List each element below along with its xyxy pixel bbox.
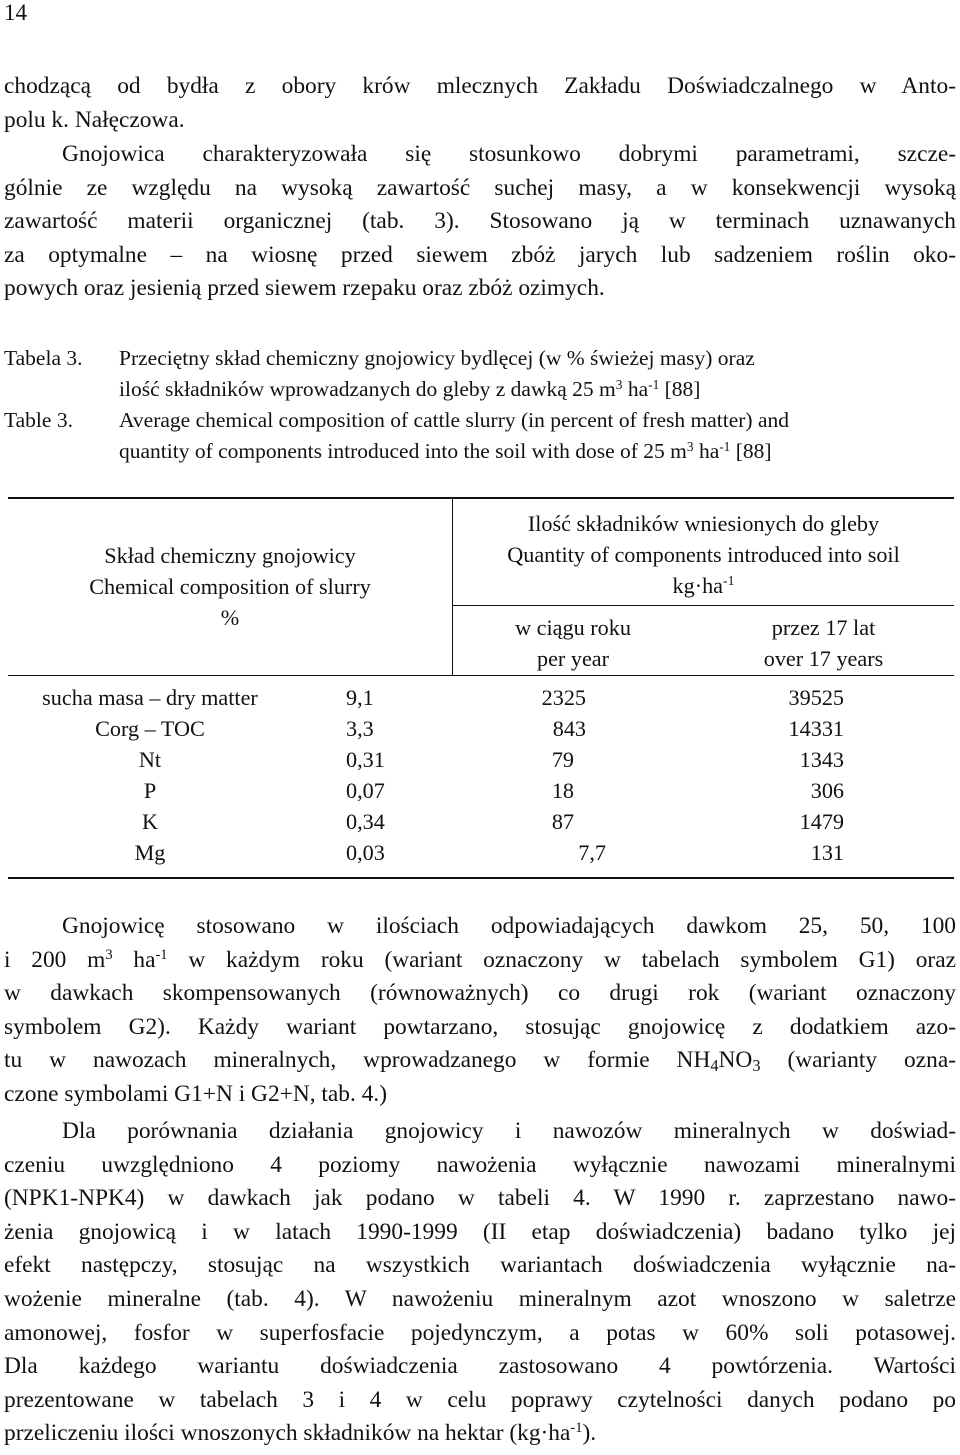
text-line: chodzącą od bydła z obory krów mlecznych Zakładu Doświadczalnego w Anto- <box>4 73 956 99</box>
table-cell: 79 <box>551 747 574 772</box>
table-cell: 1343 <box>799 747 844 772</box>
caption-line: Przeciętny skład chemiczny gnojowicy bydlęcej (w % świeżej masy) oraz <box>119 346 755 370</box>
table-cell: Mg <box>134 840 166 865</box>
text-line: tu w nawozach mineralnych, wprowadzanego w formie $NH_4NO_3$ (warianty ozna- <box>4 1047 956 1076</box>
table-cell: 14331 <box>788 716 844 741</box>
text-line: amonowej, fosfor w superfosfacie pojedynczym, a potas w 60% soli potasowej. <box>4 1319 956 1346</box>
table-cell: 3,3 <box>346 716 374 741</box>
text-line: polu k. Nałęczowa. <box>4 106 185 133</box>
text-line: w dawkach skompensowanych (równoważnych) co drugi rok (wariant oznaczony <box>4 980 956 1007</box>
table-cell: 0,34 <box>346 809 385 834</box>
table-divider <box>8 675 954 676</box>
table-cell: P <box>143 778 157 803</box>
text-line: Gnojowicę stosowano w ilościach odpowiadających dawkom 25, 50, 100 <box>62 913 956 939</box>
text-line: (NPK1-NPK4) w dawkach jak podano w tabeli 4. W 1990 r. zaprzestano nawo- <box>4 1185 956 1212</box>
caption-line: Average chemical composition of cattle slurry (in percent of fresh matter) and <box>119 408 790 432</box>
table-cell: 0,03 <box>346 840 385 865</box>
text-line: przeliczeniu ilości wnoszonych składników na hektar $(kg\cdot ha^{-1})$. <box>4 1420 597 1447</box>
text-line: prezentowane w tabelach 3 i 4 w celu poprawy czytelności danych podano po <box>4 1386 956 1413</box>
table-caption <box>4 343 956 467</box>
text-line: Gnojowica charakteryzowała się stosunkowo dobrymi parametrami, szcze- <box>62 141 956 167</box>
paragraph-4 <box>4 1115 956 1451</box>
text-line: za optymalne – na wiosnę przed siewem zbóż jarych lub sadzeniem roślin oko- <box>4 241 956 268</box>
table-cell: sucha masa – dry matter <box>42 685 258 710</box>
table-cell: 9,1 <box>346 685 374 710</box>
text-line: zawartość materii organicznej (tab. 3). Stosowano ją w terminach uznawanych <box>4 208 956 235</box>
column-over-17-years <box>748 682 844 868</box>
text-line: Dla każdego wariantu doświadczenia zastosowano 4 powtórzenia. Wartości <box>4 1353 956 1380</box>
table-cell: 0,31 <box>346 747 385 772</box>
text-line: efekt następczy, stosując na wszystkich wariantach doświadczenia wyłącznie na- <box>4 1252 956 1279</box>
caption-polish <box>4 343 956 405</box>
column-component-names <box>8 682 292 868</box>
table-divider <box>453 605 954 606</box>
table-cell: 0,07 <box>346 778 385 803</box>
column-percent <box>346 682 426 868</box>
caption-line: ilość składników wprowadzanych do gleby z dawką 25 $m^3$ $ha^{-1}$ [88] <box>119 376 701 401</box>
paragraph-3 <box>4 910 956 1112</box>
text-line: żenia gnojowicą i w latach 1990-1999 (II etap doświadczenia) badano tylko jej <box>4 1218 956 1245</box>
table-cell: Nt <box>138 747 162 772</box>
paragraph-2 <box>4 138 956 306</box>
data-table <box>8 497 954 879</box>
text-line: wożenie mineralne (tab. 4). W nawożeniu mineralnym azot wnoszono w saletrze <box>4 1285 956 1312</box>
header-per-year: w ciągu roku per year <box>515 615 631 671</box>
header-composition: Skład chemiczny gnojowicy Chemical composition of slurry % <box>89 543 371 630</box>
text-line: symbolem G2). Każdy wariant powtarzano, stosując gnojowicę z dodatkiem azo- <box>4 1013 956 1040</box>
caption-label-pl: Tabela 3. <box>4 346 83 370</box>
header-quantity: Ilość składników wniesionych do gleby Quantity of components introduced into soil $kg\cdot ha^{-1}$ <box>507 511 900 598</box>
table-cell: 18 <box>551 778 574 803</box>
page-number: 14 <box>4 0 27 25</box>
table-cell: K <box>141 809 159 834</box>
text-line: i 200 $m^3$ $ha^{-1}$ w każdym roku (wariant oznaczony w tabelach symbolem G1) oraz <box>4 946 956 973</box>
caption-label-en: Table 3. <box>4 408 73 432</box>
caption-english <box>4 405 956 467</box>
text-line: powych oraz jesienią przed siewem rzepaku oraz zbóż ozimych. <box>4 275 605 302</box>
table-cell: 7,7 <box>578 840 606 865</box>
table-cell: 1479 <box>799 809 844 834</box>
text-line: gólnie ze względu na wysoką zawartość suchej masy, a w konsekwencji wysoką <box>4 174 956 201</box>
text-line: czone symbolami G1+N i G2+N, tab. 4.) <box>4 1080 388 1107</box>
table-cell: Corg – TOC <box>95 716 205 741</box>
table-cell: 39525 <box>788 685 844 710</box>
paragraph-1 <box>4 70 956 137</box>
table-cell: 843 <box>552 716 586 741</box>
column-per-year <box>526 682 606 868</box>
text-line: Dla porównania działania gnojowicy i nawozów mineralnych w doświad- <box>62 1118 956 1144</box>
header-over-17-years: przez 17 lat over 17 years <box>763 615 884 671</box>
caption-line: quantity of components introduced into the soil with dose of 25 $m^3$ $ha^{-1}$ [88] <box>119 438 772 463</box>
table-cell: 131 <box>810 840 844 865</box>
table-cell: 87 <box>551 809 574 834</box>
table-cell: 2325 <box>541 685 586 710</box>
table-cell: 306 <box>810 778 844 803</box>
text-line: czeniu uwzględniono 4 poziomy nawożenia wyłącznie nawozami mineralnymi <box>4 1151 956 1178</box>
